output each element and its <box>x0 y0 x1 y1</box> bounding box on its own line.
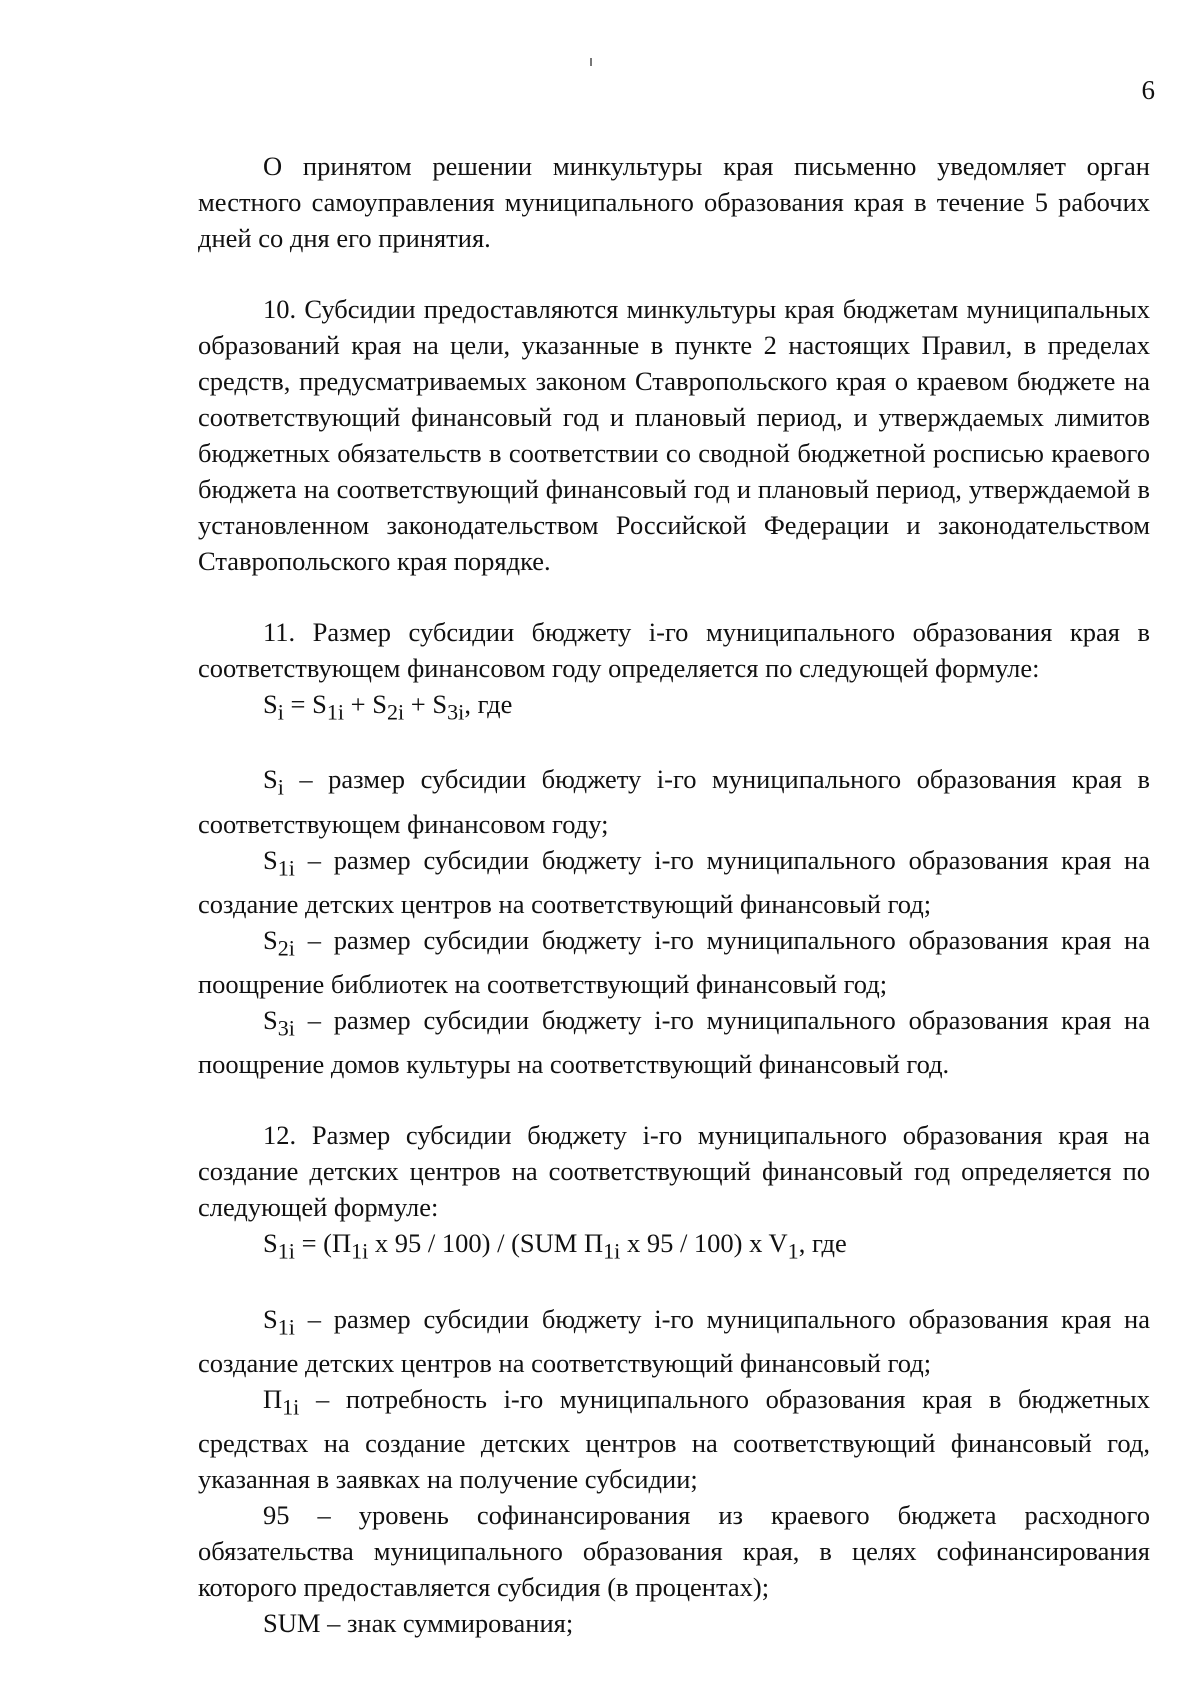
paragraph-intro: О принятом решении минкультуры края письменно уведомляет орган местного самоуправления муниципального образования края в течение 5 рабочих дней со дня его принятия. <box>198 151 1150 253</box>
definition2-95: 95 – уровень софинансирования из краевого бюджета расходного обязательства муниципального образования края, в целях софинансирования которого предоставляется субсидия (в процентах); <box>198 1500 1150 1603</box>
formula-children-centers: $S_{1i} = (П_{1i}$ x 95 / 100) / (SUM $П_{1i}$ x 95 / 100) x $V_1$, где <box>263 1228 847 1264</box>
definition2-sum: SUM – знак суммирования; <box>263 1608 574 1639</box>
definition-s1i: $S_{1i}$ – размер субсидии бюджету i-го муниципального образования края на создание детских центров на соответствующий финансовый год; <box>198 844 1150 919</box>
paragraph-11: 11. Размер субсидии бюджету i-го муниципального образования края в соответствующем финансовом году определяется по следующей формуле: <box>198 617 1150 683</box>
document-body <box>198 148 1150 1641</box>
definition2-s1i: $S_{1i}$ – размер субсидии бюджету i-го муниципального образования края на создание детских центров на соответствующий финансовый год; <box>198 1303 1150 1379</box>
scan-mark <box>590 58 592 66</box>
paragraph-10: 10. Субсидии предоставляются минкультуры края бюджетам муниципальных образований края на цели, указанные в пункте 2 настоящих Правил, в пределах средств, предусматриваемых законом Ставропольского края о краевом бюджете на соответствующий финансовый год и плановый период, и утверждаемых лимитов бюджетных обязательств в соответствии со сводной бюджетной росписью краевого бюджета на соответствующий финансовый год и плановый период, утверждаемой в установленном законодательством Российской Федерации и законодательством Ставропольского края порядке. <box>198 294 1150 576</box>
definition-si: $S_i$ – размер субсидии бюджету i-го муниципального образования края в соответствующем финансовом году; <box>198 764 1150 839</box>
definition-s3i: $S_{3i}$ – размер субсидии бюджету i-го муниципального образования края на поощрение домов культуры на соответствующий финансовый год. <box>198 1005 1150 1080</box>
paragraph-12: 12. Размер субсидии бюджету i-го муниципального образования края на создание детских центров на соответствующий финансовый год определяется по следующей формуле: <box>198 1120 1150 1223</box>
definition2-p1i: $П_{1i}$ – потребность i-го муниципального образования края в бюджетных средствах на создание детских центров на соответствующий финансовый год, указанная в заявках на получение субсидии; <box>198 1384 1150 1495</box>
page-number: 6 <box>1141 75 1155 105</box>
formula-total-subsidy: $S_i = S_{1i} + S_{2i} + S_{3i}$, где <box>263 689 513 725</box>
definition-s2i: $S_{2i}$ – размер субсидии бюджету i-го муниципального образования края на поощрение библиотек на соответствующий финансовый год; <box>198 924 1150 1000</box>
